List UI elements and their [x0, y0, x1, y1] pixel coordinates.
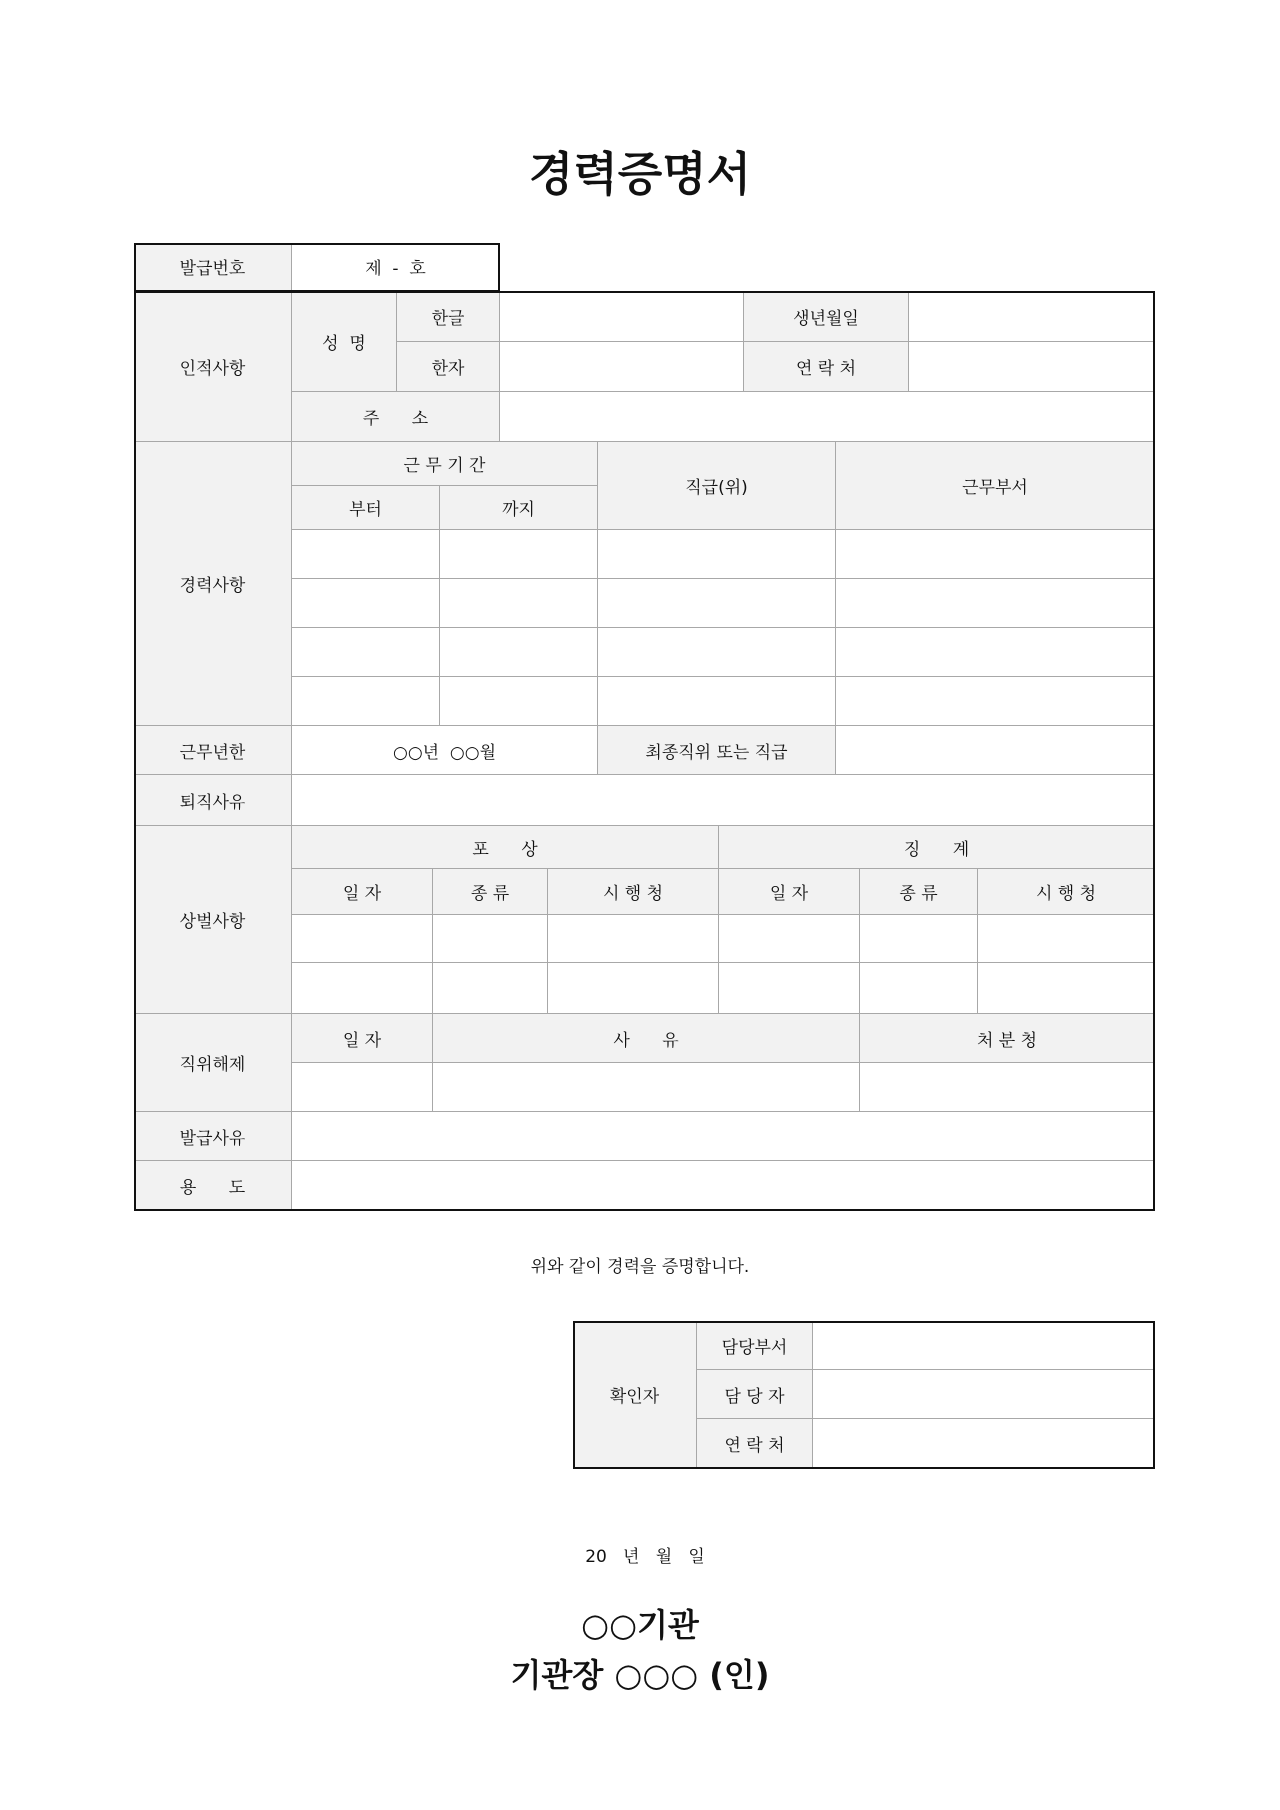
issue-number-field: 제 - 호 — [292, 243, 500, 291]
confirmer-label: 확인자 — [573, 1321, 697, 1468]
name-hanja-field[interactable] — [500, 342, 744, 392]
dismissal-date-header: 일 자 — [292, 1014, 433, 1063]
career-cell[interactable] — [836, 530, 1155, 579]
certification-statement: 위와 같이 경력을 증명합니다. — [530, 1257, 750, 1277]
career-cell[interactable] — [440, 530, 598, 579]
birthdate-field[interactable] — [909, 291, 1155, 342]
dismissal-date-field[interactable] — [292, 1063, 433, 1112]
career-cell[interactable] — [598, 677, 836, 726]
name-hangul-label: 한글 — [397, 291, 500, 342]
retirement-reason-field[interactable] — [292, 775, 1155, 826]
dismissal-agency-field[interactable] — [860, 1063, 1155, 1112]
confirm-contact-field[interactable] — [813, 1419, 1155, 1468]
date-line: 20 년 월 일 — [585, 1547, 705, 1567]
name-hangul-field[interactable] — [500, 291, 744, 342]
contact-field[interactable] — [909, 342, 1155, 392]
award-header: 포 상 — [292, 826, 719, 869]
name-hanja-label: 한자 — [397, 342, 500, 392]
confirm-dept-field[interactable] — [813, 1321, 1155, 1370]
award-type-header: 종 류 — [433, 869, 548, 915]
discipline-agency-header: 시 행 청 — [978, 869, 1155, 915]
dismissal-label: 직위해제 — [134, 1014, 292, 1112]
issue-reason-label: 발급사유 — [134, 1112, 292, 1161]
confirm-contact-label: 연 락 처 — [697, 1419, 813, 1468]
reward-cell[interactable] — [548, 963, 719, 1014]
position-header: 직급(위) — [598, 442, 836, 530]
birthdate-label: 생년월일 — [744, 291, 909, 342]
usage-field[interactable] — [292, 1161, 1155, 1210]
career-cell[interactable] — [440, 628, 598, 677]
organization-name: ○○기관 — [581, 1606, 699, 1644]
reward-cell[interactable] — [978, 963, 1155, 1014]
issue-number-label: 발급번호 — [134, 243, 292, 291]
reward-cell[interactable] — [978, 915, 1155, 963]
reward-discipline-label: 상벌사항 — [134, 826, 292, 1014]
career-cell[interactable] — [836, 628, 1155, 677]
discipline-type-header: 종 류 — [860, 869, 978, 915]
career-cell[interactable] — [836, 677, 1155, 726]
career-cell[interactable] — [440, 677, 598, 726]
confirm-person-field[interactable] — [813, 1370, 1155, 1419]
confirm-person-label: 담 당 자 — [697, 1370, 813, 1419]
career-cell[interactable] — [598, 530, 836, 579]
work-period-header: 근 무 기 간 — [292, 442, 598, 486]
career-cell[interactable] — [598, 579, 836, 628]
tenure-label: 근무년한 — [134, 726, 292, 775]
name-label: 성 명 — [292, 291, 397, 392]
career-cell[interactable] — [292, 628, 440, 677]
confirm-dept-label: 담당부서 — [697, 1321, 813, 1370]
tenure-field: ○○년 ○○월 — [292, 726, 598, 775]
career-cell[interactable] — [836, 579, 1155, 628]
reward-cell[interactable] — [292, 963, 433, 1014]
period-from-header: 부터 — [292, 486, 440, 530]
dismissal-agency-header: 처 분 청 — [860, 1014, 1155, 1063]
discipline-header: 징 계 — [719, 826, 1155, 869]
department-header: 근무부서 — [836, 442, 1155, 530]
reward-cell[interactable] — [719, 963, 860, 1014]
award-agency-header: 시 행 청 — [548, 869, 719, 915]
career-label: 경력사항 — [134, 442, 292, 726]
document-title: 경력증명서 — [528, 147, 752, 201]
dismissal-reason-field[interactable] — [433, 1063, 860, 1112]
reward-cell[interactable] — [433, 963, 548, 1014]
reward-cell[interactable] — [433, 915, 548, 963]
dismissal-reason-header: 사 유 — [433, 1014, 860, 1063]
issue-reason-field[interactable] — [292, 1112, 1155, 1161]
reward-cell[interactable] — [860, 963, 978, 1014]
final-position-label: 최종직위 또는 직급 — [598, 726, 836, 775]
reward-cell[interactable] — [860, 915, 978, 963]
contact-label: 연 락 처 — [744, 342, 909, 392]
personal-info-label: 인적사항 — [134, 291, 292, 442]
address-label: 주 소 — [292, 392, 500, 442]
career-cell[interactable] — [292, 530, 440, 579]
final-position-field[interactable] — [836, 726, 1155, 775]
career-cell[interactable] — [292, 579, 440, 628]
retirement-reason-label: 퇴직사유 — [134, 775, 292, 826]
career-cell[interactable] — [598, 628, 836, 677]
reward-cell[interactable] — [719, 915, 860, 963]
address-field[interactable] — [500, 392, 1155, 442]
award-date-header: 일 자 — [292, 869, 433, 915]
reward-cell[interactable] — [292, 915, 433, 963]
reward-cell[interactable] — [548, 915, 719, 963]
organization-head-seal: 기관장 ○○○ (인) — [510, 1656, 770, 1694]
usage-label: 용 도 — [134, 1161, 292, 1210]
period-to-header: 까지 — [440, 486, 598, 530]
career-cell[interactable] — [440, 579, 598, 628]
discipline-date-header: 일 자 — [719, 869, 860, 915]
career-cell[interactable] — [292, 677, 440, 726]
